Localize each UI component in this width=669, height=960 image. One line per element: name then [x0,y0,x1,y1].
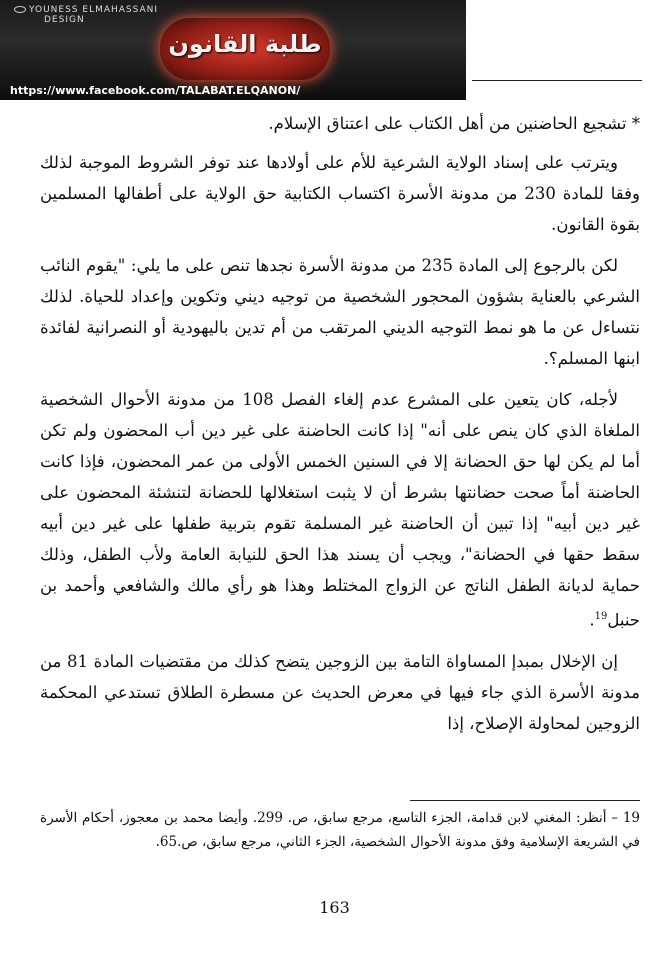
paragraph-4-text: لأجله، كان يتعين على المشرع عدم إلغاء الفصل 108 من مدونة الأحوال الشخصية الملغاة الذي كان ينص على أنه" إذا كانت الحاضنة على غير دين أب المحضون ولم تكن أما لم يكن لها حق الحضانة إلا في السنين الخمس الأولى من عمر المحضون، فإذا كانت الحاضنة أماً صحت حضانتها بشرط أن لا يثبت استغلالها للحضانة لتنشئة المحضون على غير دين أبيه" إذا تبين أن الحاضنة غير المسلمة تقوم بتربية طفلها على غير دين أبيه سقط حقها في الحضانة"، ويجب أن يسند هذا الحق للنيابة العامة ولأب الطفل، وذلك حماية لديانة الطفل الناتج عن الزواج المختلط وهذا هو رأي مالك والشافعي وأحمد بن حنبل [40,390,640,630]
eye-logo-icon [14,6,26,13]
header-banner [0,0,466,100]
designer-brand [14,6,158,26]
paragraph-5: إن الإخلال بمبدإ المساواة التامة بين الزوجين يتضح كذلك من مقتضيات المادة 81 من مدونة الأسرة الذي جاء فيها في معرض الحديث عن مسطرة الطلاق تستدعي المحكمة الزوجين لمحاولة الإصلاح، إذا [40,651,640,733]
facebook-url[interactable]: https://www.facebook.com/TALABAT.ELQANON/ [10,84,301,97]
paragraph-4: لأجله، كان يتعين على المشرع عدم إلغاء الفصل 108 من مدونة الأحوال الشخصية الملغاة الذي كان ينص على أنه" إذا كانت الحاضنة على غير دين أب المحضون ولم تكن أما لم يكن لها حق الحضانة إلا في السنين الخمس الأولى من عمر المحضون، فإذا كانت الحاضنة أماً صحت حضانتها بشرط أن لا يثبت استغلالها للحضانة لتنشئة المحضون على غير دين أبيه" إذا تبين أن الحاضنة غير المسلمة تقوم بتربية طفلها على غير دين أبيه سقط حقها في الحضانة"، ويجب أن يسند هذا الحق للنيابة العامة ولأب الطفل، وذلك حماية لديانة الطفل الناتج عن الزواج المختلط وهذا هو رأي مالك والشافعي وأحمد بن حنبل$^{19}$. [40,390,640,630]
paragraph-3: لكن بالرجوع إلى المادة 235 من مدونة الأسرة نجدها تنص على ما يلي: "يقوم النائب الشرعي بالعناية بشؤون المحجور الشخصية من توجيه ديني وتكوين وإعداد للحياة. لذلك نتساءل عن ما هو نمط التوجيه الديني المرتقب من أم تدين باليهودية أو النصرانية لفائدة ابنها المسلم؟. [40,256,640,368]
footnote-ref: 19 [594,611,608,622]
header-rule [472,80,642,81]
footnote-rule [410,800,640,801]
brand-line-2: DESIGN [44,14,85,25]
paragraph-1: * تشجيع الحاضنين من أهل الكتاب على اعتناق الإسلام. [268,114,640,133]
body-text [40,108,640,749]
logo-text: طلبة القانون [168,30,322,58]
footnote: 19 – أنظر: المغني لابن قدامة، الجزء التاسع، مرجع سابق، ص. 299. وأيضا محمد بن معجوز، أحكام الأسرة في الشريعة الإسلامية وفق مدونة الأحوال الشخصية، الجزء الثاني، مرجع سابق، ص.65. [40,810,641,850]
brand-line-1: YOUNESS ELMAHASSANI [29,5,159,15]
page-number: 163 [319,898,350,917]
paragraph-2: ويترتب على إسناد الولاية الشرعية للأم على أولادها عند توفر الشروط الموجبة لذلك وفقا للمادة 230 من مدونة الأسرة اكتساب الكتابية حق الولاية على أطفالها المسلمين بقوة القانون. [40,153,640,234]
